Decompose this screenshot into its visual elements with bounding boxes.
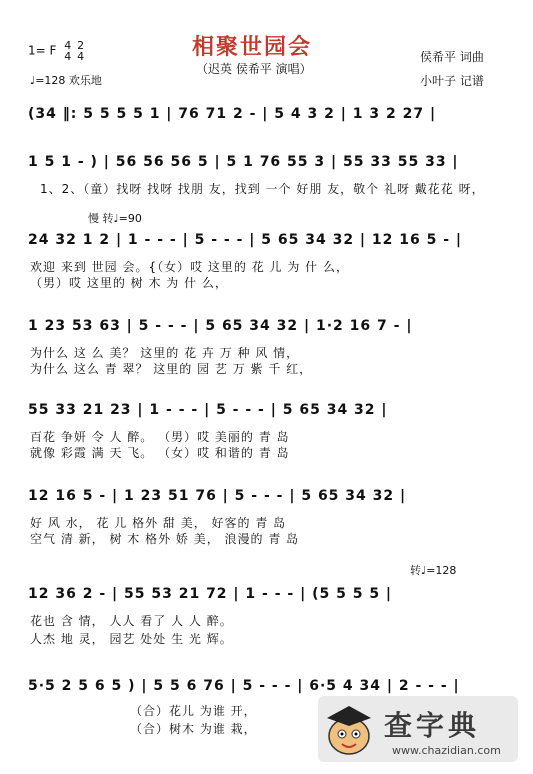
time-signature-alt: 2 4: [77, 39, 85, 63]
song-title: 相聚世园会: [192, 34, 313, 60]
mascot-icon: [322, 700, 376, 758]
time-signature: 4 4: [64, 39, 72, 63]
score-row: (34 ‖: 5 5 5 5 1 | 76 71 2 - | 5 4 3 2 | 1 3 2 27 |: [28, 106, 437, 122]
lyric-line: 人杰 地 灵， 园艺 处处 生 光 辉。: [30, 632, 233, 646]
score-row: 12 36 2 - | 55 53 21 72 | 1 - - - | (5 5 5 5 |: [28, 586, 393, 602]
lyric-line: （合）花儿 为谁 开，: [130, 704, 257, 718]
lyric-line: 欢迎 来到 世园 会。{（女）哎 这里的 花 儿 为 什 么，: [30, 260, 349, 274]
transcriber-credit: 小叶子 记谱: [420, 74, 484, 88]
watermark-brand: 查字典: [384, 709, 481, 742]
lyric-line: 花也 含 情， 人人 看了 人 人 醉。: [30, 614, 233, 628]
key-label: 1= F: [28, 43, 57, 58]
lyric-line: 为什么 这么 青 翠？ 这里的 园 艺 万 紫 千 红，: [30, 362, 313, 376]
lyric-line: 空气 清 新， 树 木 格外 娇 美， 浪漫的 青 岛: [30, 532, 300, 546]
composer-credit: 侯希平 词曲: [420, 50, 484, 64]
lyric-line: 好 风 水， 花 儿 格外 甜 美， 好客的 青 岛: [30, 516, 287, 530]
watermark-url: www.chazidian.com: [392, 744, 501, 757]
score-row: 5·5 2 5 6 5 ) | 5 5 6 76 | 5 - - - | 6·5 4 34 | 2 - - - |: [28, 678, 460, 694]
score-row: 24 32 1 2 | 1 - - - | 5 - - - | 5 65 34 32 | 12 16 5 - |: [28, 232, 463, 248]
singers: （迟英 侯希平 演唱）: [196, 62, 312, 76]
tempo-mark: ♩=128 欢乐地: [30, 74, 102, 87]
score-row: 12 16 5 - | 1 23 51 76 | 5 - - - | 5 65 34 32 |: [28, 488, 407, 504]
score-row: 1 5 1 - ) | 56 56 56 5 | 5 1 76 55 3 | 55 33 55 33 |: [28, 154, 459, 170]
lyric-line: 为什么 这 么 美？ 这里的 花 卉 万 种 风 情，: [30, 346, 300, 360]
score-row: 1 23 53 63 | 5 - - - | 5 65 34 32 | 1·2 16 7 - |: [28, 318, 413, 334]
tempo-change-mark: 慢 转♩=90: [88, 212, 142, 225]
lyric-line: （合）树木 为谁 栽，: [130, 722, 257, 736]
lyric-line: 1、2、（童）找呀 找呀 找朋 友，找到 一个 好朋 友，敬个 礼呀 戴花花 呀，: [40, 182, 485, 196]
score-row: 55 33 21 23 | 1 - - - | 5 - - - | 5 65 34 32 |: [28, 402, 388, 418]
lyric-line: （男）哎 这里的 树 木 为 什 么，: [30, 276, 228, 290]
key-signature: [28, 40, 84, 62]
tempo-change-mark: 转♩=128: [410, 564, 457, 577]
lyric-line: 就像 彩霞 满 天 飞。 （女）哎 和谐的 青 岛: [30, 446, 290, 460]
lyric-line: 百花 争妍 令 人 醉。 （男）哎 美丽的 青 岛: [30, 430, 290, 444]
